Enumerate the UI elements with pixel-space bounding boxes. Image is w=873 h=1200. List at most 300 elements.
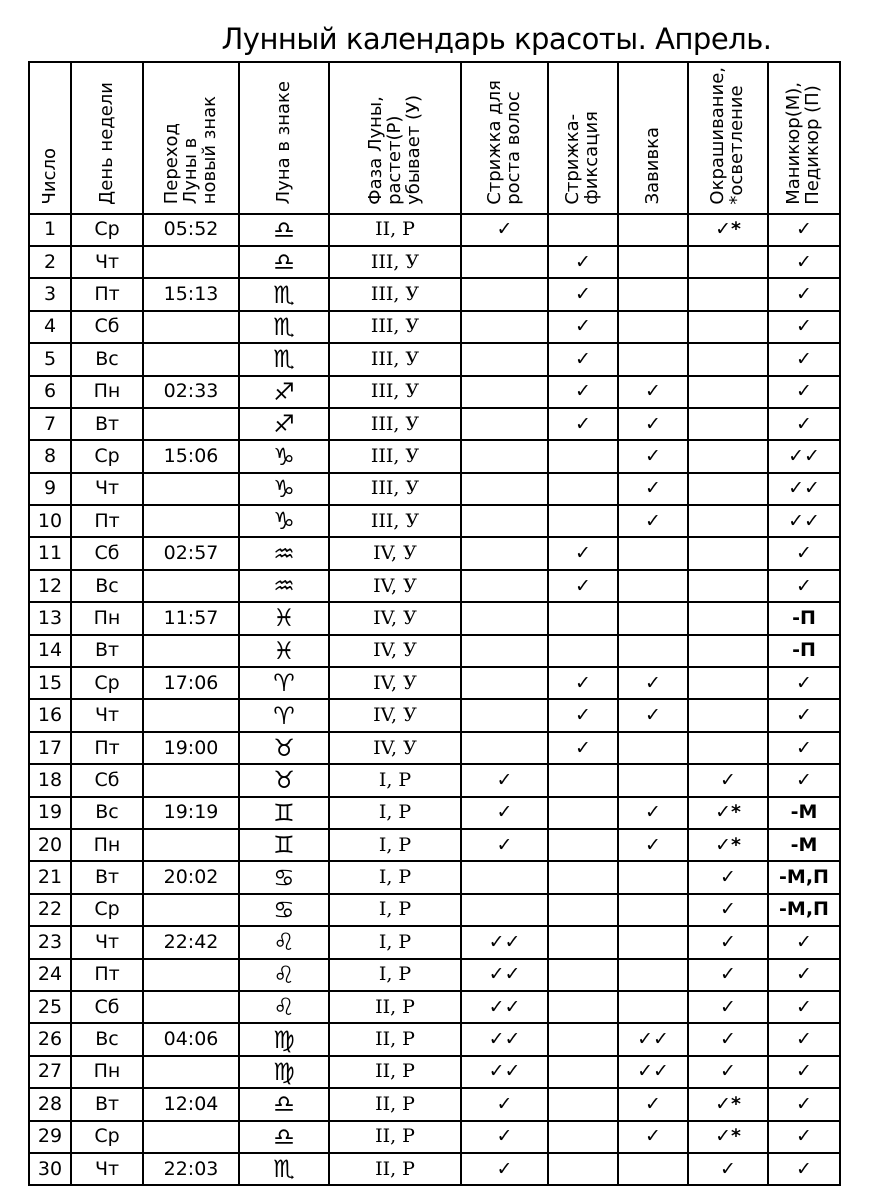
- cell-date: 10: [29, 505, 71, 537]
- cell-perm: [618, 537, 688, 569]
- cell-coloring: [688, 537, 768, 569]
- cell-date: 21: [29, 861, 71, 893]
- cell-transition-time: [143, 311, 239, 343]
- cell-perm: [618, 991, 688, 1023]
- cell-moon-sign: ♏: [239, 278, 329, 310]
- cell-moon-phase: III, У: [329, 473, 461, 505]
- cell-coloring: ✓: [688, 1056, 768, 1088]
- cell-transition-time: [143, 959, 239, 991]
- cell-transition-time: [143, 894, 239, 926]
- cell-transition-time: 22:03: [143, 1153, 239, 1185]
- cell-moon-phase: IV, У: [329, 667, 461, 699]
- cell-coloring: ✓: [688, 991, 768, 1023]
- cell-moon-phase: I, Р: [329, 926, 461, 958]
- cell-coloring: ✓*: [688, 214, 768, 246]
- cell-manicure-pedicure: ✓: [768, 764, 840, 796]
- column-header-haircut-growth-label: Стрижка для роста волос: [483, 79, 524, 205]
- cell-moon-phase: III, У: [329, 278, 461, 310]
- cell-haircut-fixation: ✓: [548, 537, 618, 569]
- cell-date: 1: [29, 214, 71, 246]
- cell-moon-phase: I, Р: [329, 797, 461, 829]
- cell-coloring: ✓*: [688, 1121, 768, 1153]
- cell-moon-phase: IV, У: [329, 732, 461, 764]
- table-row: [29, 278, 840, 310]
- header-row: [29, 62, 840, 214]
- cell-transition-time: [143, 343, 239, 375]
- column-header-coloring: [688, 62, 768, 214]
- cell-moon-phase: I, Р: [329, 959, 461, 991]
- cell-moon-sign: ♍: [239, 1056, 329, 1088]
- cell-date: 15: [29, 667, 71, 699]
- cell-weekday: Сб: [71, 537, 143, 569]
- cell-haircut-growth: [461, 861, 548, 893]
- cell-moon-sign: ♉: [239, 732, 329, 764]
- cell-manicure-pedicure: ✓: [768, 214, 840, 246]
- cell-transition-time: [143, 1121, 239, 1153]
- cell-haircut-growth: ✓: [461, 1153, 548, 1185]
- cell-haircut-growth: ✓: [461, 1088, 548, 1120]
- column-header-haircut-growth: [461, 62, 548, 214]
- cell-moon-sign: ♎: [239, 246, 329, 278]
- table-row: [29, 667, 840, 699]
- cell-weekday: Вс: [71, 570, 143, 602]
- table-row: [29, 311, 840, 343]
- cell-moon-sign: ♌: [239, 991, 329, 1023]
- cell-haircut-growth: ✓✓: [461, 1056, 548, 1088]
- cell-date: 13: [29, 602, 71, 634]
- cell-weekday: Вс: [71, 343, 143, 375]
- cell-coloring: [688, 246, 768, 278]
- cell-weekday: Пт: [71, 278, 143, 310]
- cell-date: 29: [29, 1121, 71, 1153]
- cell-perm: [618, 926, 688, 958]
- cell-perm: [618, 278, 688, 310]
- cell-coloring: ✓: [688, 861, 768, 893]
- cell-haircut-growth: ✓: [461, 829, 548, 861]
- cell-perm: ✓: [618, 667, 688, 699]
- cell-date: 12: [29, 570, 71, 602]
- cell-manicure-pedicure: ✓: [768, 667, 840, 699]
- cell-transition-time: [143, 408, 239, 440]
- table-row: [29, 1153, 840, 1185]
- cell-haircut-fixation: [548, 991, 618, 1023]
- column-header-manicure-pedicure-label: Маникюр(М), Педикюр (П): [783, 81, 823, 205]
- cell-haircut-growth: [461, 408, 548, 440]
- cell-moon-sign: ♌: [239, 926, 329, 958]
- cell-moon-sign: ♓: [239, 635, 329, 667]
- page-title: Лунный календарь красоты. Апрель.: [221, 22, 772, 56]
- cell-manicure-pedicure: ✓: [768, 1088, 840, 1120]
- cell-transition-time: 11:57: [143, 602, 239, 634]
- cell-moon-phase: I, Р: [329, 894, 461, 926]
- table-row: [29, 602, 840, 634]
- cell-coloring: ✓: [688, 959, 768, 991]
- cell-coloring: [688, 602, 768, 634]
- cell-moon-sign: ♈: [239, 699, 329, 731]
- table-row: [29, 926, 840, 958]
- cell-haircut-fixation: [548, 861, 618, 893]
- table-row: [29, 991, 840, 1023]
- cell-manicure-pedicure: ✓: [768, 376, 840, 408]
- cell-perm: [618, 959, 688, 991]
- cell-moon-phase: I, Р: [329, 764, 461, 796]
- cell-moon-phase: I, Р: [329, 829, 461, 861]
- table-row: [29, 246, 840, 278]
- cell-haircut-fixation: [548, 829, 618, 861]
- cell-haircut-fixation: [548, 797, 618, 829]
- table-row: [29, 537, 840, 569]
- cell-haircut-growth: [461, 570, 548, 602]
- cell-moon-sign: ♊: [239, 797, 329, 829]
- cell-date: 14: [29, 635, 71, 667]
- cell-moon-phase: II, Р: [329, 991, 461, 1023]
- cell-haircut-growth: [461, 311, 548, 343]
- column-header-weekday-label: День недели: [95, 81, 117, 205]
- cell-weekday: Ср: [71, 1121, 143, 1153]
- cell-haircut-growth: [461, 699, 548, 731]
- cell-weekday: Вс: [71, 1023, 143, 1055]
- cell-transition-time: [143, 699, 239, 731]
- cell-moon-phase: IV, У: [329, 537, 461, 569]
- column-header-coloring-label: Окрашивание, *осветление: [707, 67, 747, 205]
- cell-moon-phase: II, Р: [329, 1121, 461, 1153]
- cell-date: 30: [29, 1153, 71, 1185]
- cell-weekday: Чт: [71, 1153, 143, 1185]
- cell-manicure-pedicure: ✓: [768, 991, 840, 1023]
- cell-transition-time: 19:00: [143, 732, 239, 764]
- cell-moon-sign: ♎: [239, 1088, 329, 1120]
- cell-haircut-growth: [461, 246, 548, 278]
- cell-haircut-fixation: ✓: [548, 408, 618, 440]
- cell-perm: ✓: [618, 376, 688, 408]
- cell-transition-time: [143, 1056, 239, 1088]
- cell-haircut-fixation: ✓: [548, 570, 618, 602]
- cell-perm: [618, 894, 688, 926]
- cell-perm: [618, 602, 688, 634]
- cell-date: 2: [29, 246, 71, 278]
- table-row: [29, 959, 840, 991]
- cell-haircut-fixation: [548, 1056, 618, 1088]
- table-row: [29, 797, 840, 829]
- cell-manicure-pedicure: ✓: [768, 1023, 840, 1055]
- cell-coloring: ✓: [688, 894, 768, 926]
- cell-weekday: Ср: [71, 214, 143, 246]
- cell-moon-sign: ♊: [239, 829, 329, 861]
- cell-weekday: Пт: [71, 959, 143, 991]
- column-header-date: [29, 62, 71, 214]
- table-row: [29, 570, 840, 602]
- cell-perm: ✓✓: [618, 1023, 688, 1055]
- cell-perm: ✓: [618, 473, 688, 505]
- cell-transition-time: 12:04: [143, 1088, 239, 1120]
- cell-date: 6: [29, 376, 71, 408]
- cell-coloring: ✓: [688, 926, 768, 958]
- cell-haircut-fixation: [548, 959, 618, 991]
- cell-manicure-pedicure: ✓: [768, 732, 840, 764]
- cell-weekday: Пт: [71, 732, 143, 764]
- cell-transition-time: 05:52: [143, 214, 239, 246]
- cell-coloring: [688, 667, 768, 699]
- cell-perm: [618, 311, 688, 343]
- cell-haircut-fixation: [548, 1023, 618, 1055]
- cell-perm: [618, 214, 688, 246]
- cell-haircut-fixation: ✓: [548, 343, 618, 375]
- cell-moon-phase: I, Р: [329, 861, 461, 893]
- cell-weekday: Вт: [71, 1088, 143, 1120]
- cell-perm: ✓: [618, 408, 688, 440]
- cell-haircut-growth: ✓✓: [461, 926, 548, 958]
- cell-haircut-fixation: [548, 214, 618, 246]
- table-row: [29, 343, 840, 375]
- table-row: [29, 214, 840, 246]
- cell-perm: ✓: [618, 797, 688, 829]
- cell-date: 22: [29, 894, 71, 926]
- cell-moon-sign: ♋: [239, 861, 329, 893]
- cell-haircut-fixation: ✓: [548, 732, 618, 764]
- cell-coloring: ✓: [688, 1153, 768, 1185]
- cell-date: 3: [29, 278, 71, 310]
- cell-weekday: Ср: [71, 894, 143, 926]
- cell-moon-sign: ♈: [239, 667, 329, 699]
- column-header-manicure-pedicure: [768, 62, 840, 214]
- cell-date: 11: [29, 537, 71, 569]
- cell-haircut-fixation: [548, 505, 618, 537]
- cell-manicure-pedicure: ✓✓: [768, 440, 840, 472]
- cell-transition-time: 22:42: [143, 926, 239, 958]
- cell-perm: [618, 1153, 688, 1185]
- cell-weekday: Ср: [71, 667, 143, 699]
- cell-manicure-pedicure: -М,П: [768, 894, 840, 926]
- cell-perm: [618, 570, 688, 602]
- cell-transition-time: 15:13: [143, 278, 239, 310]
- cell-manicure-pedicure: ✓: [768, 246, 840, 278]
- cell-manicure-pedicure: ✓✓: [768, 505, 840, 537]
- cell-haircut-fixation: ✓: [548, 278, 618, 310]
- cell-transition-time: [143, 991, 239, 1023]
- cell-manicure-pedicure: -П: [768, 635, 840, 667]
- cell-moon-phase: IV, У: [329, 635, 461, 667]
- cell-coloring: [688, 311, 768, 343]
- cell-moon-sign: ♒: [239, 537, 329, 569]
- cell-perm: [618, 764, 688, 796]
- cell-moon-phase: III, У: [329, 246, 461, 278]
- cell-haircut-growth: ✓✓: [461, 991, 548, 1023]
- cell-moon-sign: ♉: [239, 764, 329, 796]
- cell-coloring: ✓*: [688, 829, 768, 861]
- cell-weekday: Вт: [71, 408, 143, 440]
- cell-manicure-pedicure: ✓: [768, 1121, 840, 1153]
- cell-date: 16: [29, 699, 71, 731]
- cell-moon-phase: IV, У: [329, 602, 461, 634]
- cell-coloring: [688, 699, 768, 731]
- cell-moon-phase: IV, У: [329, 699, 461, 731]
- cell-moon-phase: II, Р: [329, 1153, 461, 1185]
- cell-manicure-pedicure: -П: [768, 602, 840, 634]
- cell-moon-sign: ♑: [239, 440, 329, 472]
- cell-transition-time: 17:06: [143, 667, 239, 699]
- cell-transition-time: [143, 829, 239, 861]
- cell-moon-phase: III, У: [329, 311, 461, 343]
- cell-weekday: Вт: [71, 635, 143, 667]
- cell-coloring: [688, 408, 768, 440]
- table-row: [29, 732, 840, 764]
- cell-haircut-growth: [461, 894, 548, 926]
- cell-date: 24: [29, 959, 71, 991]
- column-header-date-label: Число: [38, 148, 60, 205]
- cell-haircut-fixation: [548, 1153, 618, 1185]
- cell-moon-sign: ♏: [239, 1153, 329, 1185]
- cell-haircut-growth: [461, 505, 548, 537]
- lunar-calendar-table: [28, 61, 841, 1186]
- column-header-haircut-fixation: [548, 62, 618, 214]
- cell-weekday: Пн: [71, 1056, 143, 1088]
- cell-coloring: [688, 505, 768, 537]
- cell-weekday: Чт: [71, 699, 143, 731]
- cell-haircut-growth: [461, 473, 548, 505]
- cell-moon-sign: ♏: [239, 343, 329, 375]
- cell-manicure-pedicure: ✓: [768, 278, 840, 310]
- cell-manicure-pedicure: ✓: [768, 537, 840, 569]
- cell-moon-phase: II, Р: [329, 1023, 461, 1055]
- cell-weekday: Пн: [71, 602, 143, 634]
- cell-haircut-growth: [461, 667, 548, 699]
- cell-manicure-pedicure: ✓: [768, 343, 840, 375]
- cell-perm: ✓: [618, 505, 688, 537]
- cell-moon-sign: ♋: [239, 894, 329, 926]
- cell-date: 8: [29, 440, 71, 472]
- cell-transition-time: 02:57: [143, 537, 239, 569]
- cell-moon-phase: IV, У: [329, 570, 461, 602]
- cell-transition-time: 15:06: [143, 440, 239, 472]
- cell-transition-time: [143, 570, 239, 602]
- cell-weekday: Чт: [71, 926, 143, 958]
- cell-weekday: Вс: [71, 797, 143, 829]
- cell-moon-sign: ♐: [239, 376, 329, 408]
- cell-coloring: [688, 732, 768, 764]
- cell-haircut-fixation: [548, 635, 618, 667]
- cell-coloring: ✓: [688, 1023, 768, 1055]
- table-row: [29, 861, 840, 893]
- cell-haircut-fixation: [548, 1088, 618, 1120]
- cell-coloring: [688, 376, 768, 408]
- cell-manicure-pedicure: -М,П: [768, 861, 840, 893]
- cell-haircut-fixation: [548, 1121, 618, 1153]
- cell-weekday: Чт: [71, 246, 143, 278]
- cell-manicure-pedicure: ✓: [768, 926, 840, 958]
- table-row: [29, 1023, 840, 1055]
- cell-coloring: [688, 473, 768, 505]
- cell-date: 19: [29, 797, 71, 829]
- cell-manicure-pedicure: ✓✓: [768, 473, 840, 505]
- cell-perm: ✓: [618, 829, 688, 861]
- cell-coloring: [688, 278, 768, 310]
- cell-haircut-growth: ✓: [461, 214, 548, 246]
- cell-haircut-fixation: ✓: [548, 376, 618, 408]
- cell-moon-sign: ♓: [239, 602, 329, 634]
- table-row: [29, 376, 840, 408]
- table-row: [29, 473, 840, 505]
- cell-moon-sign: ♎: [239, 1121, 329, 1153]
- cell-haircut-growth: [461, 602, 548, 634]
- cell-moon-sign: ♍: [239, 1023, 329, 1055]
- cell-haircut-growth: [461, 376, 548, 408]
- column-header-transition-time-label: Переход Луны в новый знак: [160, 96, 220, 205]
- table-row: [29, 1121, 840, 1153]
- cell-perm: [618, 861, 688, 893]
- cell-haircut-growth: [461, 278, 548, 310]
- cell-coloring: ✓*: [688, 1088, 768, 1120]
- cell-manicure-pedicure: ✓: [768, 570, 840, 602]
- cell-weekday: Сб: [71, 991, 143, 1023]
- cell-date: 28: [29, 1088, 71, 1120]
- column-header-perm-label: Завивка: [641, 127, 663, 205]
- cell-perm: [618, 246, 688, 278]
- cell-weekday: Пн: [71, 829, 143, 861]
- column-header-haircut-fixation-label: Стрижка- фиксация: [562, 110, 602, 205]
- table-body: [29, 214, 840, 1186]
- cell-haircut-growth: ✓✓: [461, 959, 548, 991]
- cell-perm: [618, 343, 688, 375]
- cell-moon-phase: II, Р: [329, 214, 461, 246]
- table-row: [29, 764, 840, 796]
- cell-manicure-pedicure: ✓: [768, 311, 840, 343]
- table-row: [29, 1056, 840, 1088]
- cell-manicure-pedicure: ✓: [768, 1153, 840, 1185]
- cell-moon-sign: ♒: [239, 570, 329, 602]
- cell-date: 23: [29, 926, 71, 958]
- cell-weekday: Пт: [71, 505, 143, 537]
- cell-manicure-pedicure: ✓: [768, 699, 840, 731]
- table-row: [29, 408, 840, 440]
- cell-transition-time: [143, 246, 239, 278]
- cell-manicure-pedicure: -М: [768, 797, 840, 829]
- column-header-moon-phase: [329, 62, 461, 214]
- cell-haircut-growth: ✓✓: [461, 1023, 548, 1055]
- cell-weekday: Сб: [71, 764, 143, 796]
- cell-haircut-fixation: ✓: [548, 667, 618, 699]
- cell-moon-phase: III, У: [329, 343, 461, 375]
- cell-weekday: Сб: [71, 311, 143, 343]
- cell-transition-time: [143, 635, 239, 667]
- table-row: [29, 699, 840, 731]
- cell-haircut-growth: [461, 440, 548, 472]
- cell-haircut-fixation: [548, 440, 618, 472]
- cell-transition-time: [143, 473, 239, 505]
- cell-haircut-growth: [461, 635, 548, 667]
- cell-perm: ✓: [618, 1088, 688, 1120]
- cell-haircut-fixation: [548, 926, 618, 958]
- cell-haircut-fixation: ✓: [548, 699, 618, 731]
- table-row: [29, 440, 840, 472]
- cell-coloring: ✓*: [688, 797, 768, 829]
- cell-coloring: [688, 343, 768, 375]
- table-row: [29, 1088, 840, 1120]
- cell-haircut-fixation: [548, 764, 618, 796]
- cell-haircut-fixation: [548, 473, 618, 505]
- table-row: [29, 894, 840, 926]
- cell-date: 5: [29, 343, 71, 375]
- cell-transition-time: [143, 505, 239, 537]
- cell-weekday: Ср: [71, 440, 143, 472]
- cell-haircut-growth: ✓: [461, 797, 548, 829]
- column-header-moon-sign: [239, 62, 329, 214]
- column-header-moon-phase-label: Фаза Луны, растет(Р) убывает (У): [364, 94, 424, 205]
- cell-perm: ✓✓: [618, 1056, 688, 1088]
- cell-haircut-growth: ✓: [461, 764, 548, 796]
- column-header-transition-time: [143, 62, 239, 214]
- cell-coloring: [688, 635, 768, 667]
- cell-transition-time: 20:02: [143, 861, 239, 893]
